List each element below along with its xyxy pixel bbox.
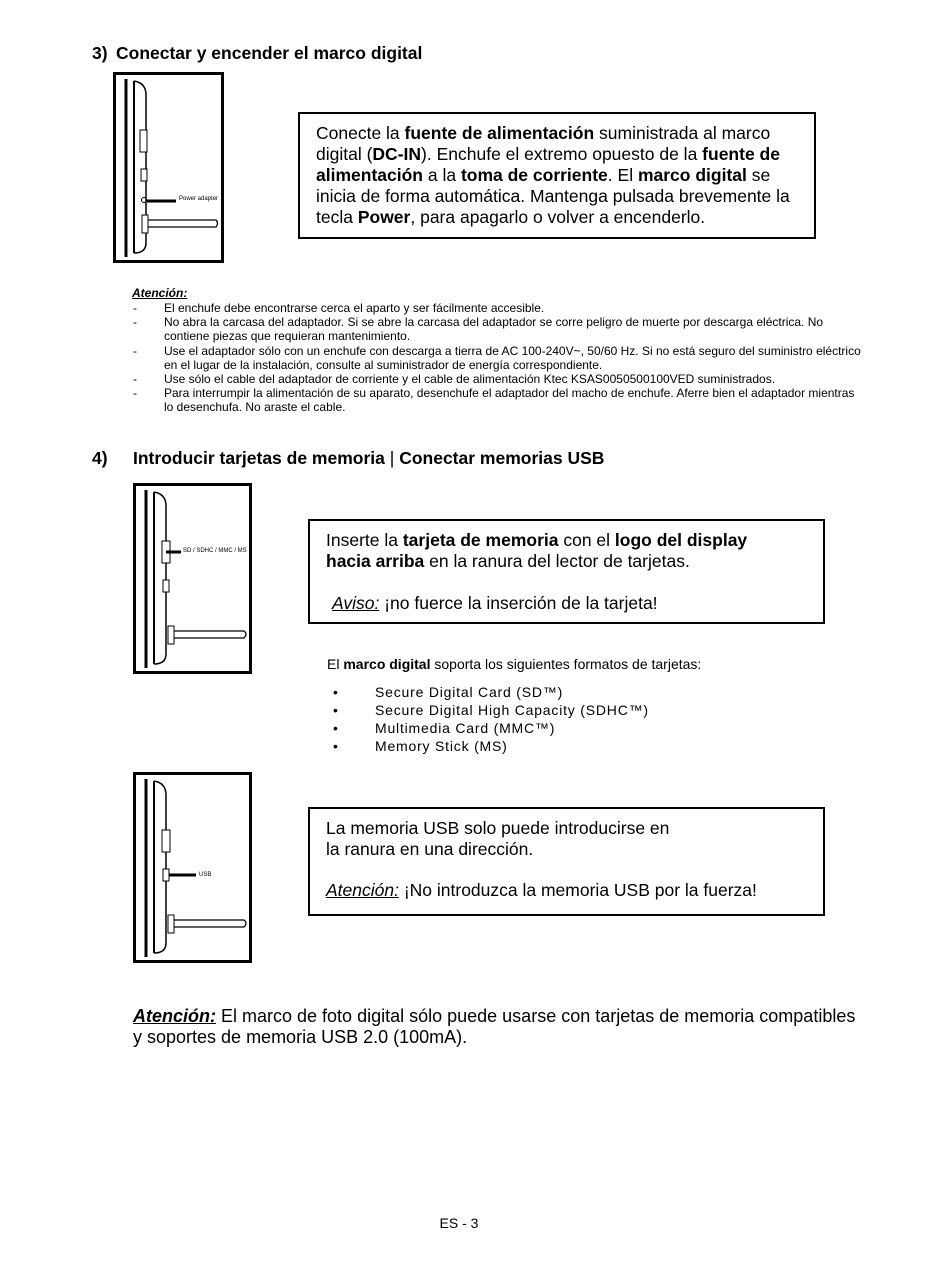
bullet: • — [333, 738, 338, 754]
warning-text: ¡no fuerce la inserción de la tarjeta! — [379, 593, 658, 613]
connect-power-instructions-text — [316, 123, 806, 228]
frame-side-drawing — [136, 775, 249, 960]
card-slot-label: SD / SDHC / MMC / MS — [183, 548, 247, 554]
section4-title-b: Conectar memorias USB — [399, 448, 605, 468]
power-adapter-label: Power adapter — [179, 196, 219, 202]
text-bold: fuente de alimentación — [316, 144, 780, 185]
text-run: y soportes de memoria USB 2.0 (100mA). — [133, 1027, 468, 1047]
text-run: El marco de foto digital sólo puede usarse con tarjetas de memoria compatibles — [216, 1006, 856, 1026]
attention-item-2: No abra la carcasa del adaptador. Si se abre la carcasa del adaptador se corre peligro de muerte por descarga eléctrica. No contiene piezas que requieran mantenimiento. — [164, 315, 824, 344]
text-bold: toma de corriente — [460, 165, 608, 185]
attention-item-1: El enchufe debe encontrarse cerca el aparto y ser fácilmente accesible. — [164, 301, 545, 315]
page-number: ES - 3 — [439, 1215, 479, 1231]
section3-title: Conectar y encender el marco digital — [116, 43, 423, 63]
text-bold: DC-IN — [372, 144, 422, 164]
text-bold: marco digital — [637, 165, 747, 185]
dash-bullet: - — [133, 301, 137, 315]
usb-instructions-text — [326, 818, 816, 860]
format-item-3: Multimedia Card (MMC™) — [375, 720, 556, 736]
bullet: • — [333, 702, 338, 718]
format-item-2: Secure Digital High Capacity (SDHC™) — [375, 702, 649, 718]
text-bold: Power — [357, 207, 411, 227]
text-run: en la ranura del lector de tarjetas. — [424, 551, 690, 571]
text-run: Inserte la — [326, 530, 403, 550]
attention-item-5: Para interrumpir la alimentación de su aparato, desenchufe el adaptador del macho de enchufe. Aferre bien el adaptador mientras lo desenchufa. No araste el cable. — [164, 386, 855, 415]
dash-bullet: - — [133, 386, 137, 400]
title-separator: | — [389, 448, 395, 468]
bullet: • — [333, 720, 338, 736]
format-item-4: Memory Stick (MS) — [375, 738, 508, 754]
text-run: se inicia de forma automática. Mantenga pulsada brevemente la tecla — [316, 165, 790, 227]
insert-card-instructions-text — [326, 530, 816, 572]
dash-bullet: - — [133, 315, 137, 329]
text-run: soporta los siguientes formatos de tarjetas: — [430, 656, 702, 672]
warning-label: Atención: — [326, 880, 399, 900]
formats-intro — [327, 656, 701, 672]
text-run: El — [327, 656, 344, 672]
text-run: La memoria USB solo puede introducirse en — [326, 818, 670, 838]
card-warning — [332, 593, 658, 614]
frame-side-drawing — [136, 486, 249, 671]
dash-bullet: - — [133, 344, 137, 358]
section4-number: 4) — [92, 448, 108, 468]
text-run: ). Enchufe el extremo opuesto de la — [421, 144, 703, 164]
text-run: suministrada al marco digital ( — [316, 123, 771, 164]
frame-side-drawing — [116, 75, 221, 260]
text-run: a la — [422, 165, 461, 185]
text-run: la ranura en una dirección. — [326, 839, 534, 859]
text-bold: tarjeta de memoria — [402, 530, 559, 550]
text-bold: fuente de alimentación — [404, 123, 595, 143]
final-attention-label: Atención: — [133, 1006, 216, 1026]
connect-power-instructions-box — [298, 112, 816, 239]
usb-instructions-box — [308, 807, 825, 916]
dash-bullet: - — [133, 372, 137, 386]
attention-item-4: Use sólo el cable del adaptador de corriente y el cable de alimentación Ktec KSAS0050500100VED suministrados. — [164, 372, 776, 386]
section4-title — [133, 448, 604, 469]
text-run: , para apagarlo o volver a encenderlo. — [410, 207, 706, 227]
frame-side-illustration-card — [133, 483, 252, 674]
section3-number: 3) — [92, 43, 108, 63]
insert-card-instructions-box — [308, 519, 825, 624]
warning-label: Aviso: — [332, 593, 380, 613]
section4-title-a: Introducir tarjetas de memoria — [133, 448, 385, 468]
usb-slot-label: USB — [199, 872, 212, 878]
frame-side-illustration-power — [113, 72, 224, 263]
text-run: con el — [558, 530, 615, 550]
frame-side-illustration-usb — [133, 772, 252, 963]
text-run: . El — [607, 165, 638, 185]
text-bold: logo del display — [614, 530, 748, 550]
text-bold: hacia arriba — [326, 551, 425, 571]
warning-text: ¡No introduzca la memoria USB por la fuerza! — [398, 880, 757, 900]
final-attention — [133, 1006, 893, 1048]
text-bold: marco digital — [343, 656, 431, 672]
format-item-1: Secure Digital Card (SD™) — [375, 684, 564, 700]
text-run: Conecte la — [316, 123, 405, 143]
attention-item-3: Use el adaptador sólo con un enchufe con descarga a tierra de AC 100-240V~, 50/60 Hz. Si no está seguro del suministro eléctrico en el lugar de la instalación, consulte al suministrador de energía correspondiente. — [164, 344, 861, 373]
attention-heading: Atención: — [132, 286, 188, 300]
bullet: • — [333, 684, 338, 700]
usb-warning — [326, 880, 757, 901]
